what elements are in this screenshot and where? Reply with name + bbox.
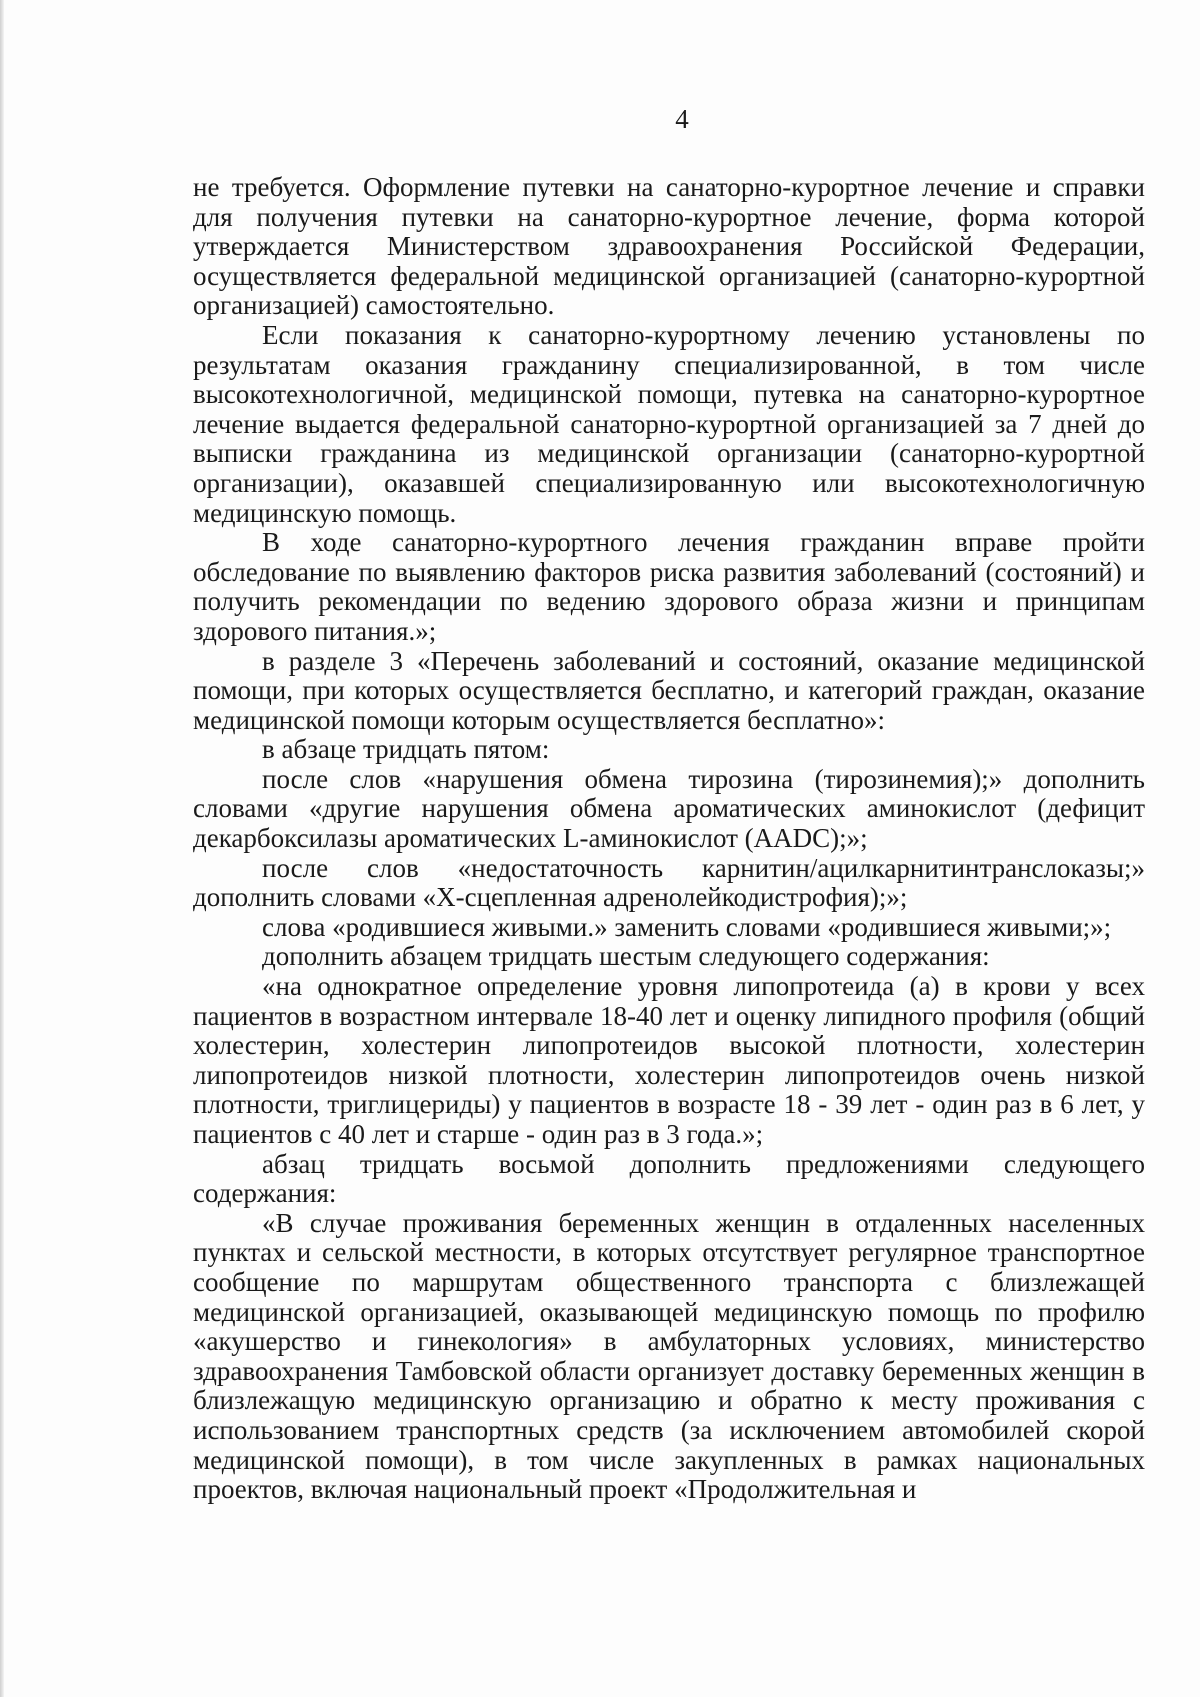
paragraph-continuation: не требуется. Оформление путевки на санаторно-курортное лечение и справки для получения путевки на санаторно-курортное лечение, форма которой утверждается Министерством здравоохранения Российской Федерации, осуществляется федеральной медицинской организацией (санаторно-курортной организацией) самостоятельно. (193, 172, 1145, 321)
scan-edge (0, 0, 4, 1697)
paragraph: «В случае проживания беременных женщин в отдаленных населенных пунктах и сельской местности, в которых отсутствует регулярное транспортное сообщение по маршрутам общественного транспорта с близлежащей медицинской организацией, оказывающей медицинскую помощь по профилю «акушерство и гинекология» в амбулаторных условиях, министерство здравоохранения Тамбовской области организует доставку беременных женщин в близлежащую медицинскую организацию и обратно к месту проживания с использованием транспортных средств (за исключением автомобилей скорой медицинской помощи), в том числе закупленных в рамках национальных проектов, включая национальный проект «Продолжительная и (193, 1207, 1145, 1505)
paragraph: Если показания к санаторно-курортному лечению установлены по результатам оказания гражданину специализированной, в том числе высокотехнологичной, медицинской помощи, путевка на санаторно-курортное лечение выдается федеральной санаторно-курортной организацией за 7 дней до выписки гражданина из медицинской организации (санаторно-курортной организации), оказавшей специализированную или высокотехнологичную медицинскую помощь. (193, 319, 1145, 528)
paragraph: после слов «нарушения обмена тирозина (тирозинемия);» дополнить словами «другие нарушения обмена ароматических аминокислот (дефицит декарбоксилазы ароматических L-аминокислот (AADC);»; (193, 763, 1145, 854)
page-number: 4 (675, 104, 689, 134)
paragraph: В ходе санаторно-курортного лечения гражданин вправе пройти обследование по выявлению факторов риска развития заболеваний (состояний) и получить рекомендации по ведению здорового образа жизни и принципам здорового питания.»; (193, 527, 1145, 646)
paragraph: слова «родившиеся живыми.» заменить словами «родившиеся живыми;»; (262, 911, 1112, 942)
paragraph: дополнить абзацем тридцать шестым следующего содержания: (262, 941, 990, 972)
paragraph: абзац тридцать восьмой дополнить предложениями следующего содержания: (193, 1148, 1145, 1209)
paragraph: «на однократное определение уровня липопротеида (а) в крови у всех пациентов в возрастном интервале 18-40 лет и оценку липидного профиля (общий холестерин, холестерин липопротеидов высокой плотности, холестерин липопротеидов низкой плотности, холестерин липопротеидов очень низкой плотности, триглицериды) у пациентов в возрасте 18 - 39 лет - один раз в 6 лет, у пациентов с 40 лет и старше - один раз в 3 года.»; (193, 971, 1145, 1149)
paragraph: в абзаце тридцать пятом: (262, 734, 550, 765)
paragraph: после слов «недостаточность карнитин/ацилкарнитинтранслоказы;» дополнить словами «Х-сцепленная адренолейкодистрофия);»; (193, 852, 1145, 913)
document-body (193, 173, 1145, 1505)
paragraph: в разделе 3 «Перечень заболеваний и состояний, оказание медицинской помощи, при которых осуществляется бесплатно, и категорий граждан, оказание медицинской помощи которым осуществляется бесплатно»: (193, 645, 1145, 735)
